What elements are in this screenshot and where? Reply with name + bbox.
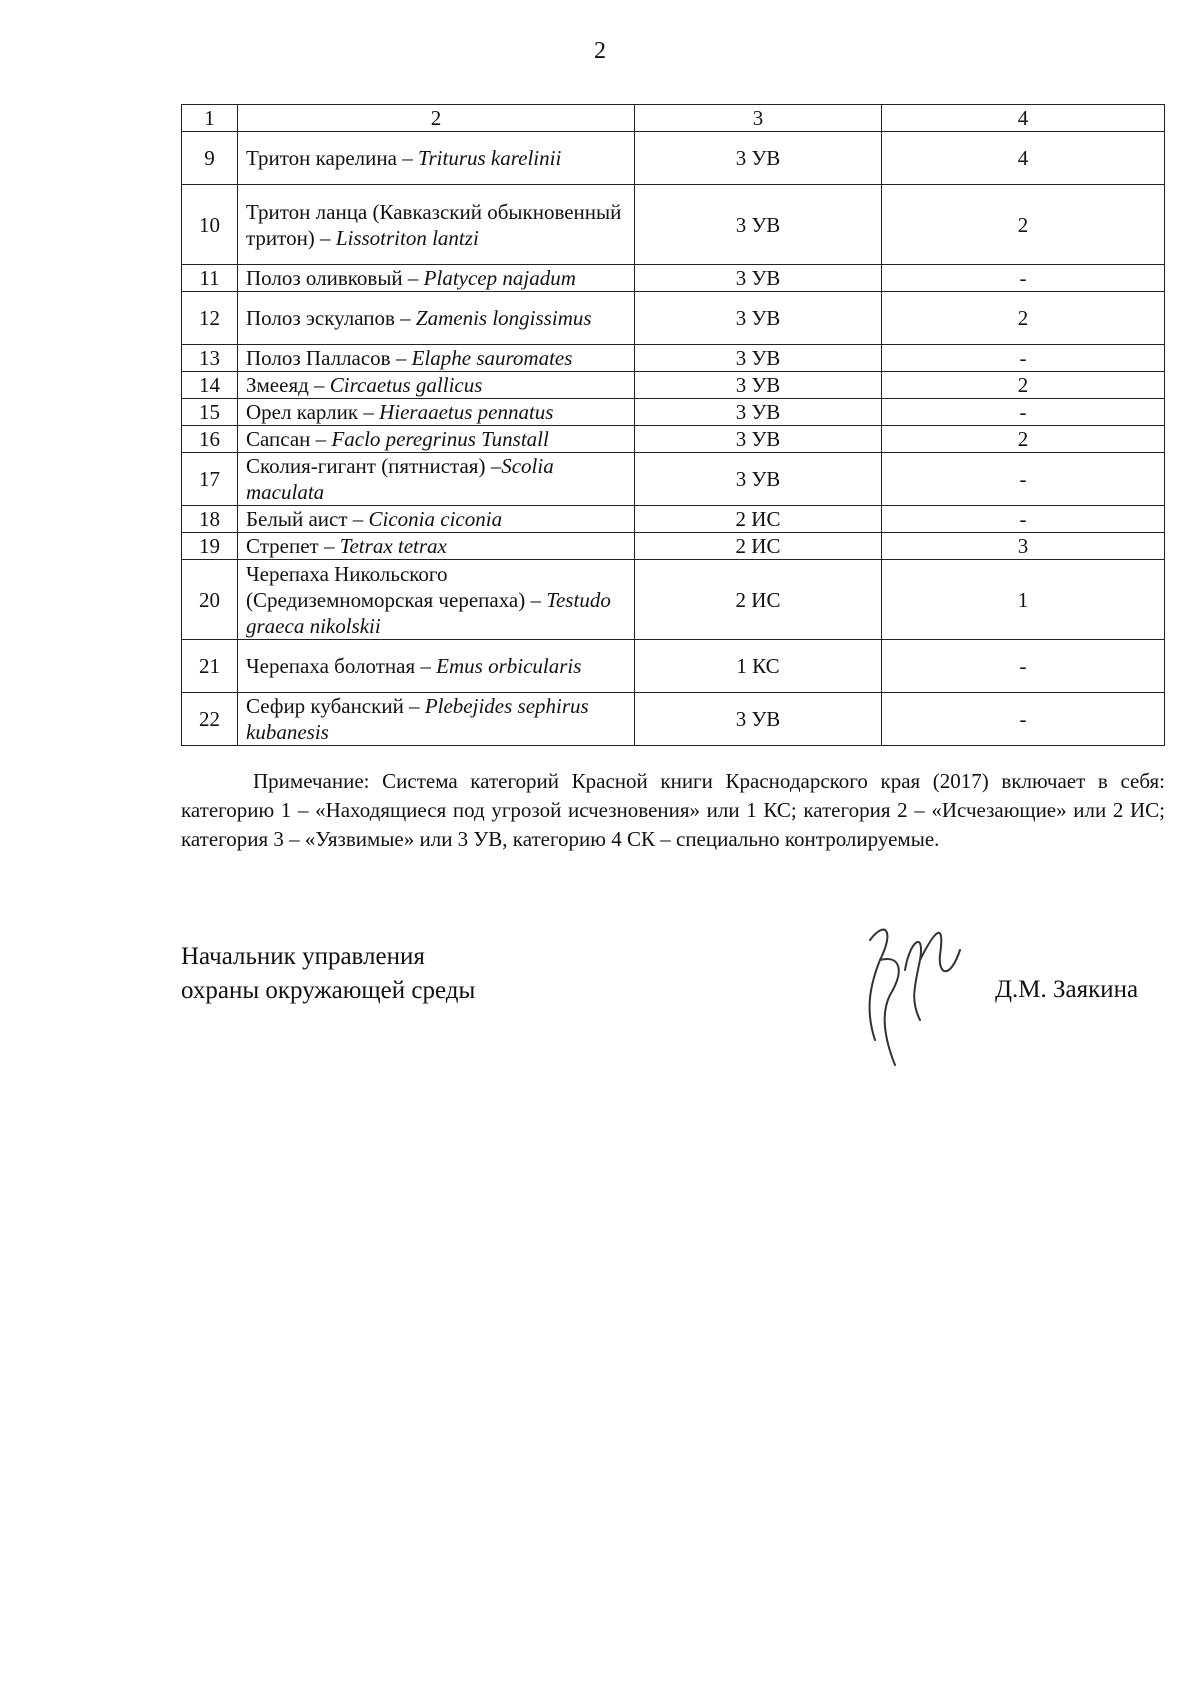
category-cell: 3 УВ bbox=[635, 399, 882, 426]
species-name bbox=[238, 453, 635, 506]
column4-cell: - bbox=[882, 399, 1165, 426]
column4-cell: 2 bbox=[882, 426, 1165, 453]
species-common-name: Сефир кубанский – bbox=[246, 694, 425, 718]
species-name bbox=[238, 292, 635, 345]
column4-cell: - bbox=[882, 506, 1165, 533]
row-number: 18 bbox=[182, 506, 238, 533]
handwritten-signature bbox=[850, 900, 980, 1080]
species-name bbox=[238, 132, 635, 185]
table-row bbox=[182, 560, 1165, 640]
species-latin-name: Triturus karelinii bbox=[417, 146, 562, 170]
species-common-name: Белый аист – bbox=[246, 507, 369, 531]
category-cell: 3 УВ bbox=[635, 345, 882, 372]
species-common-name: Тритон ланца (Кавказский обыкновенный тритон) – bbox=[246, 199, 622, 250]
species-common-name: Стрепет – bbox=[246, 534, 340, 558]
table-row bbox=[182, 426, 1165, 453]
category-cell: 3 УВ bbox=[635, 185, 882, 265]
category-cell: 1 КС bbox=[635, 640, 882, 693]
category-cell: 2 ИС bbox=[635, 506, 882, 533]
species-latin-name: Emus orbicularis bbox=[436, 654, 582, 678]
column4-cell: 2 bbox=[882, 292, 1165, 345]
signatory-name: Д.М. Заякина bbox=[995, 976, 1139, 1003]
column4-cell: - bbox=[882, 640, 1165, 693]
row-number: 22 bbox=[182, 693, 238, 746]
row-number: 14 bbox=[182, 372, 238, 399]
species-name bbox=[238, 372, 635, 399]
row-number: 10 bbox=[182, 185, 238, 265]
species-latin-name: Circaetus gallicus bbox=[329, 373, 483, 397]
category-note: Примечание: Система категорий Красной книги Краснодарского края (2017) включает в себя: категорию 1 – «Находящиеся под угрозой исчезновения» или 1 КС; категория 2 – «Исчезающие» или 2 ИС; категория 3 – «Уязвимые» или 3 УВ, категорию 4 СК – специально контролируемые. bbox=[181, 769, 1165, 851]
column4-cell: 1 bbox=[882, 560, 1165, 640]
category-cell: 3 УВ bbox=[635, 132, 882, 185]
species-name bbox=[238, 506, 635, 533]
row-number: 11 bbox=[182, 265, 238, 292]
species-common-name: Змееяд – bbox=[246, 373, 330, 397]
species-name bbox=[238, 265, 635, 292]
species-name bbox=[238, 640, 635, 693]
header-cell: 4 bbox=[882, 105, 1165, 132]
row-number: 17 bbox=[182, 453, 238, 506]
species-name bbox=[238, 185, 635, 265]
species-name bbox=[238, 533, 635, 560]
category-cell: 3 УВ bbox=[635, 453, 882, 506]
row-number: 16 bbox=[182, 426, 238, 453]
column4-cell: - bbox=[882, 265, 1165, 292]
species-name bbox=[238, 345, 635, 372]
column4-cell: - bbox=[882, 453, 1165, 506]
column4-cell: 3 bbox=[882, 533, 1165, 560]
species-common-name: Черепаха болотная – bbox=[246, 654, 437, 678]
row-number: 9 bbox=[182, 132, 238, 185]
column4-cell: - bbox=[882, 693, 1165, 746]
species-latin-name: Platycep najadum bbox=[423, 266, 576, 290]
row-number: 21 bbox=[182, 640, 238, 693]
species-latin-name: Testudo graeca nikolskii bbox=[246, 587, 611, 638]
signatory-position bbox=[181, 940, 475, 1008]
species-name bbox=[238, 693, 635, 746]
species-latin-name: Tetrax tetrax bbox=[339, 534, 447, 558]
species-name bbox=[238, 560, 635, 640]
species-table bbox=[181, 104, 1165, 746]
species-latin-name: Lissotriton lantzi bbox=[335, 225, 479, 250]
table-row bbox=[182, 533, 1165, 560]
category-cell: 3 УВ bbox=[635, 292, 882, 345]
species-common-name: Орел карлик – bbox=[246, 400, 380, 424]
column4-cell: 2 bbox=[882, 185, 1165, 265]
signatory-position-line1: Начальник управления bbox=[181, 943, 425, 970]
header-cell: 2 bbox=[238, 105, 635, 132]
species-latin-name: Faclo peregrinus Tunstall bbox=[331, 427, 549, 451]
table-row bbox=[182, 132, 1165, 185]
row-number: 13 bbox=[182, 345, 238, 372]
species-latin-name: Scolia maculata bbox=[246, 454, 554, 504]
species-common-name: Сколия-гигант (пятнистая) – bbox=[246, 454, 502, 478]
species-latin-name: Plebejides sephirus kubanesis bbox=[246, 694, 589, 744]
row-number: 12 bbox=[182, 292, 238, 345]
table-row bbox=[182, 693, 1165, 746]
category-cell: 3 УВ bbox=[635, 265, 882, 292]
header-cell: 3 bbox=[635, 105, 882, 132]
table-row bbox=[182, 506, 1165, 533]
species-common-name: Тритон карелина – bbox=[246, 146, 418, 170]
table-row bbox=[182, 292, 1165, 345]
species-common-name: Сапсан – bbox=[246, 427, 332, 451]
signatory-position-line2: охраны окружающей среды bbox=[181, 977, 476, 1004]
row-number: 15 bbox=[182, 399, 238, 426]
species-common-name: Полоз оливковый – bbox=[246, 266, 424, 290]
header-cell: 1 bbox=[182, 105, 238, 132]
table-row bbox=[182, 265, 1165, 292]
row-number: 20 bbox=[182, 560, 238, 640]
row-number: 19 bbox=[182, 533, 238, 560]
species-latin-name: Hieraaetus pennatus bbox=[379, 400, 554, 424]
species-latin-name: Ciconia ciconia bbox=[368, 507, 503, 531]
table-row bbox=[182, 185, 1165, 265]
category-cell: 3 УВ bbox=[635, 426, 882, 453]
table-row bbox=[182, 345, 1165, 372]
species-common-name: Полоз эскулапов – bbox=[246, 306, 416, 330]
table-row bbox=[182, 372, 1165, 399]
species-name bbox=[238, 399, 635, 426]
column4-cell: 4 bbox=[882, 132, 1165, 185]
species-latin-name: Zamenis longissimus bbox=[415, 306, 592, 330]
table-row bbox=[182, 640, 1165, 693]
category-cell: 2 ИС bbox=[635, 560, 882, 640]
column4-cell: - bbox=[882, 345, 1165, 372]
species-common-name: Полоз Палласов – bbox=[246, 346, 412, 370]
page-number: 2 bbox=[594, 38, 606, 64]
table-header-row bbox=[182, 105, 1165, 132]
species-common-name: Черепаха Никольского (Средиземноморская черепаха) – bbox=[246, 561, 547, 612]
category-cell: 3 УВ bbox=[635, 372, 882, 399]
species-latin-name: Elaphe sauromates bbox=[411, 346, 573, 370]
category-cell: 3 УВ bbox=[635, 693, 882, 746]
category-cell: 2 ИС bbox=[635, 533, 882, 560]
table-row bbox=[182, 399, 1165, 426]
species-name bbox=[238, 426, 635, 453]
table-row bbox=[182, 453, 1165, 506]
column4-cell: 2 bbox=[882, 372, 1165, 399]
